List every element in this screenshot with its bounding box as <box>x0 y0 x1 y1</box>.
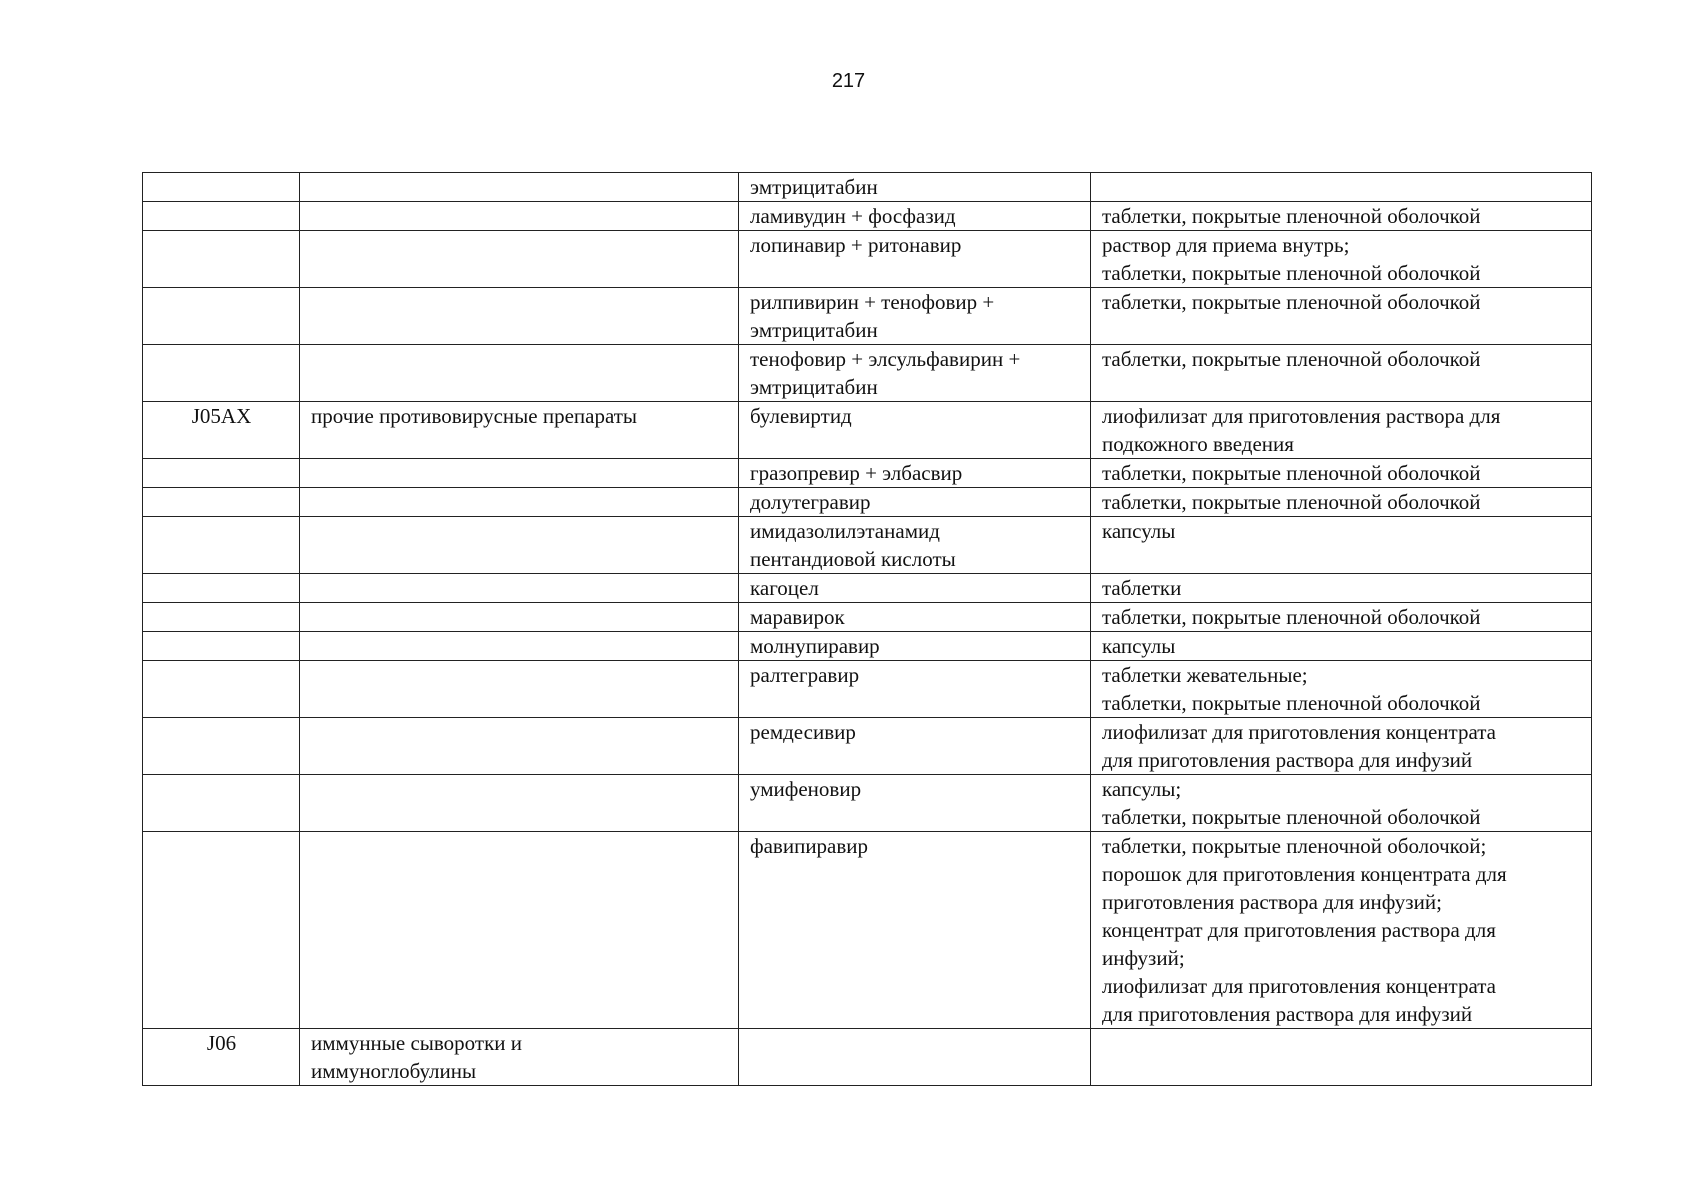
dosage-form-cell: лиофилизат для приготовления раствора для подкожного введения <box>1091 402 1592 459</box>
drug-name-cell: тенофовир + элсульфавирин + эмтрицитабин <box>739 345 1091 402</box>
page-number: 217 <box>831 70 866 92</box>
table-row <box>143 1029 1592 1086</box>
atc-code-cell <box>143 603 300 632</box>
anatomical-therapeutic-group-cell <box>300 288 739 345</box>
drug-name-cell: молнупиравир <box>739 632 1091 661</box>
atc-code-cell <box>143 574 300 603</box>
atc-code-cell <box>143 718 300 775</box>
atc-code-cell <box>143 832 300 1029</box>
anatomical-therapeutic-group-cell <box>300 345 739 402</box>
dosage-form-cell <box>1091 173 1592 202</box>
table-row <box>143 574 1592 603</box>
table-row <box>143 402 1592 459</box>
atc-code-cell: J06 <box>143 1029 300 1086</box>
anatomical-therapeutic-group-cell <box>300 231 739 288</box>
anatomical-therapeutic-group-cell <box>300 574 739 603</box>
drug-name-cell: фавипиравир <box>739 832 1091 1029</box>
table-body <box>143 173 1592 1086</box>
drug-name-cell: эмтрицитабин <box>739 173 1091 202</box>
drug-name-cell: долутегравир <box>739 488 1091 517</box>
dosage-form-cell: лиофилизат для приготовления концентрата для приготовления раствора для инфузий <box>1091 718 1592 775</box>
anatomical-therapeutic-group-cell <box>300 661 739 718</box>
dosage-form-cell: раствор для приема внутрь; таблетки, покрытые пленочной оболочкой <box>1091 231 1592 288</box>
dosage-form-cell <box>1091 1029 1592 1086</box>
table-row <box>143 202 1592 231</box>
drug-name-cell: умифеновир <box>739 775 1091 832</box>
dosage-form-cell: таблетки, покрытые пленочной оболочкой <box>1091 459 1592 488</box>
anatomical-therapeutic-group-cell <box>300 459 739 488</box>
anatomical-therapeutic-group-cell <box>300 632 739 661</box>
drug-name-cell: рилпивирин + тенофовир + эмтрицитабин <box>739 288 1091 345</box>
atc-code-cell <box>143 517 300 574</box>
atc-code-cell: J05AX <box>143 402 300 459</box>
drug-name-cell: ралтегравир <box>739 661 1091 718</box>
table-row <box>143 718 1592 775</box>
dosage-form-cell: таблетки, покрытые пленочной оболочкой <box>1091 345 1592 402</box>
anatomical-therapeutic-group-cell <box>300 603 739 632</box>
table-row <box>143 632 1592 661</box>
table-row <box>143 173 1592 202</box>
anatomical-therapeutic-group-cell <box>300 775 739 832</box>
dosage-form-cell: таблетки, покрытые пленочной оболочкой <box>1091 488 1592 517</box>
atc-code-cell <box>143 775 300 832</box>
anatomical-therapeutic-group-cell <box>300 488 739 517</box>
drug-name-cell: лопинавир + ритонавир <box>739 231 1091 288</box>
atc-code-cell <box>143 202 300 231</box>
drug-name-cell: ремдесивир <box>739 718 1091 775</box>
table-row <box>143 832 1592 1029</box>
drug-name-cell: гразопревир + элбасвир <box>739 459 1091 488</box>
table-row <box>143 231 1592 288</box>
dosage-form-cell: таблетки, покрытые пленочной оболочкой <box>1091 288 1592 345</box>
drug-name-cell: имидазолилэтанамид пентандиовой кислоты <box>739 517 1091 574</box>
table-row <box>143 775 1592 832</box>
anatomical-therapeutic-group-cell: прочие противовирусные препараты <box>300 402 739 459</box>
drug-name-cell <box>739 1029 1091 1086</box>
drug-name-cell: ламивудин + фосфазид <box>739 202 1091 231</box>
table-row <box>143 603 1592 632</box>
table-row <box>143 345 1592 402</box>
table-row <box>143 459 1592 488</box>
dosage-form-cell: таблетки <box>1091 574 1592 603</box>
dosage-form-cell: капсулы; таблетки, покрытые пленочной оболочкой <box>1091 775 1592 832</box>
anatomical-therapeutic-group-cell: иммунные сыворотки и иммуноглобулины <box>300 1029 739 1086</box>
anatomical-therapeutic-group-cell <box>300 173 739 202</box>
anatomical-therapeutic-group-cell <box>300 718 739 775</box>
anatomical-therapeutic-group-cell <box>300 202 739 231</box>
table-row <box>143 288 1592 345</box>
table-row <box>143 661 1592 718</box>
dosage-form-cell: капсулы <box>1091 517 1592 574</box>
drug-name-cell: булевиртид <box>739 402 1091 459</box>
dosage-form-cell: таблетки жевательные; таблетки, покрытые пленочной оболочкой <box>1091 661 1592 718</box>
drug-list-table <box>142 172 1592 1086</box>
anatomical-therapeutic-group-cell <box>300 832 739 1029</box>
dosage-form-cell: таблетки, покрытые пленочной оболочкой <box>1091 202 1592 231</box>
dosage-form-cell: таблетки, покрытые пленочной оболочкой <box>1091 603 1592 632</box>
atc-code-cell <box>143 459 300 488</box>
anatomical-therapeutic-group-cell <box>300 517 739 574</box>
atc-code-cell <box>143 173 300 202</box>
atc-code-cell <box>143 488 300 517</box>
atc-code-cell <box>143 231 300 288</box>
table-row <box>143 517 1592 574</box>
dosage-form-cell: таблетки, покрытые пленочной оболочкой; порошок для приготовления концентрата для приготовления раствора для инфузий; концентрат для приготовления раствора для инфузий; лиофилизат для приготовления концентрата для приготовления раствора для инфузий <box>1091 832 1592 1029</box>
drug-name-cell: маравирок <box>739 603 1091 632</box>
drug-name-cell: кагоцел <box>739 574 1091 603</box>
atc-code-cell <box>143 632 300 661</box>
table-row <box>143 488 1592 517</box>
atc-code-cell <box>143 661 300 718</box>
dosage-form-cell: капсулы <box>1091 632 1592 661</box>
atc-code-cell <box>143 288 300 345</box>
atc-code-cell <box>143 345 300 402</box>
